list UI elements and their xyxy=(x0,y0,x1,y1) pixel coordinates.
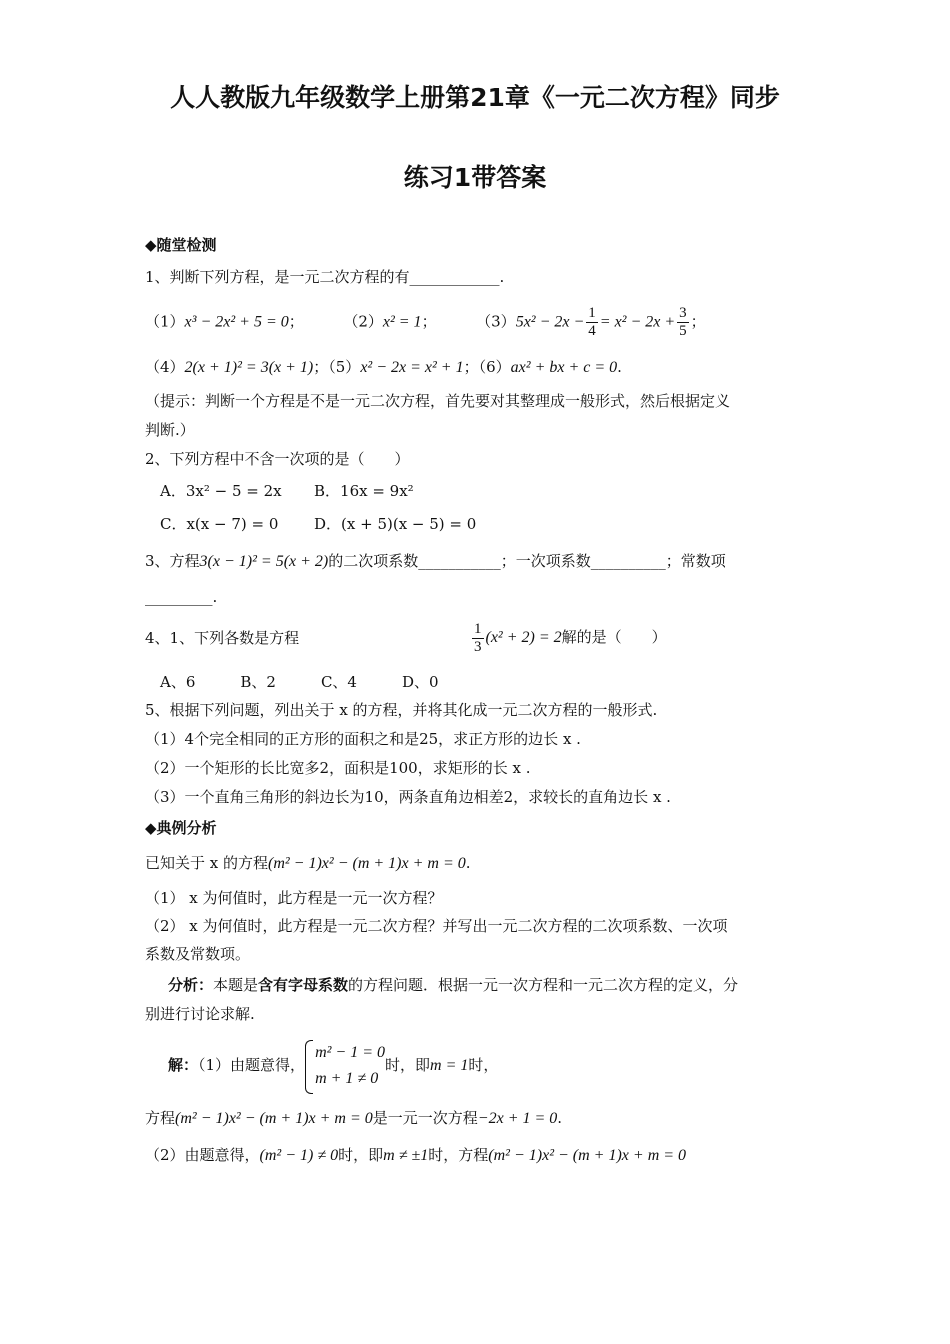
system-equation-2: m + 1 ≠ 0 xyxy=(315,1070,379,1087)
solution-label: 解： xyxy=(168,1056,199,1074)
section-heading-examples: ◆典例分析 xyxy=(145,819,217,837)
question-4-stem: 4、1、下列各数是方程 xyxy=(145,629,300,647)
q1-item-5-equation: x² − 2x = x² + 1 xyxy=(360,359,464,376)
example-stem-prefix: 已知关于 x 的方程 xyxy=(145,854,268,872)
question-1-items-row-2 xyxy=(145,355,622,380)
q1-separator: ； xyxy=(313,358,329,376)
left-brace-icon xyxy=(305,1040,313,1094)
solution-equation-system xyxy=(305,1040,385,1092)
q1-item-4-label: （4） xyxy=(145,358,185,376)
q4-equation-body: (x² + 2) = 2 xyxy=(485,629,562,646)
q1-separator: ； xyxy=(288,312,304,331)
question-2-option-c: C．x(x − 7) = 0 xyxy=(160,515,279,533)
q1-item-3-part-a: 5x² − 2x − xyxy=(515,313,585,331)
question-2-option-a: A．3x² − 5 = 2x xyxy=(160,482,282,500)
system-equation-1: m² − 1 = 0 xyxy=(315,1044,386,1061)
solution-2-end: . xyxy=(557,1109,563,1127)
title-line-2: 练习1带答案 xyxy=(403,163,547,192)
analysis-label: 分析： xyxy=(168,976,214,994)
analysis-text-b: 的方程问题．根据一元一次方程和一元二次方程的定义，分 xyxy=(348,976,739,994)
title-line-1: 人人教版九年级数学上册第21章《一元二次方程》同步 xyxy=(170,83,780,112)
question-4-equation xyxy=(470,617,667,658)
solution-1-text: （1）由题意得， xyxy=(198,1056,306,1074)
example-part-2-line-2: 系数及常数项。 xyxy=(145,945,251,963)
question-1-stem: 1、判断下列方程，是一元二次方程的有____________. xyxy=(145,268,505,286)
question-2-option-b: B．16x = 9x² xyxy=(314,482,414,500)
question-1-hint-line-2: 判断.） xyxy=(145,421,195,439)
solution-3-equation: (m² − 1)x² − (m + 1)x + m = 0 xyxy=(488,1147,687,1164)
q3-prefix: 3、方程 xyxy=(145,552,200,570)
question-5-stem: 5、根据下列问题，列出关于 x 的方程，并将其化成一元二次方程的一般形式. xyxy=(145,701,658,719)
q1-item-6-equation: ax² + bx + c = 0 xyxy=(510,359,618,376)
solution-2-equation: (m² − 1)x² − (m + 1)x + m = 0 xyxy=(175,1110,373,1127)
example-stem-end: . xyxy=(465,854,471,872)
analysis-text-a: 本题是 xyxy=(213,976,259,994)
example-part-2-line-1: （2） x 为何值时，此方程是一元二次方程？并写出一元二次方程的二次项系数、一次项 xyxy=(145,917,728,935)
solution-1-math: m = 1 xyxy=(430,1057,469,1074)
question-4-options: A、6 B、2 C、4 D、0 xyxy=(160,673,439,691)
q1-item-2-equation: x² = 1 xyxy=(382,313,422,331)
q1-item-3-fraction-1: $\frac{1}{4}$ xyxy=(588,305,596,339)
q1-item-5-label: （5） xyxy=(328,358,361,376)
solution-line-2 xyxy=(145,1106,562,1131)
section-heading-practice: ◆随堂检测 xyxy=(145,236,217,254)
solution-3-text-a: 时，即 xyxy=(338,1146,384,1164)
q1-end: . xyxy=(617,358,622,376)
question-5-part-2: （2）一个矩形的长比宽多2，面积是100，求矩形的长 x . xyxy=(145,759,531,777)
q1-separator: ； xyxy=(421,312,437,331)
solution-1-text-b: 时，即 xyxy=(385,1056,431,1074)
solution-1-text-c: 时， xyxy=(468,1056,499,1074)
q1-item-1-label: （1） xyxy=(145,312,185,331)
solution-2-prefix: 方程 xyxy=(145,1109,176,1127)
question-1-hint-line-1: （提示：判断一个方程是不是一元二次方程，首先要对其整理成一般形式，然后根据定义 xyxy=(145,392,731,410)
solution-3-prefix: （2）由题意得， xyxy=(145,1146,260,1164)
example-equation: (m² − 1)x² − (m + 1)x + m = 0 xyxy=(268,855,466,872)
q1-item-4-equation: 2(x + 1)² = 3(x + 1) xyxy=(184,359,314,376)
solution-3-text-b: 时，方程 xyxy=(428,1146,489,1164)
q1-item-2-label: （2） xyxy=(343,312,383,331)
q1-item-3-label: （3） xyxy=(476,312,516,331)
example-part-1: （1） x 为何值时，此方程是一元一次方程？ xyxy=(145,889,443,907)
analysis-line-1 xyxy=(168,973,738,997)
q4-suffix: 解的是（ ） xyxy=(561,628,667,646)
solution-2-result: −2x + 1 = 0 xyxy=(477,1110,558,1127)
analysis-line-2: 别进行讨论求解. xyxy=(145,1005,255,1023)
question-3-line-1 xyxy=(145,549,726,574)
q4-fraction: $\frac{1}{3}$ xyxy=(474,620,482,655)
question-1-items-row-1 xyxy=(145,305,706,340)
q1-separator: ； xyxy=(690,312,706,331)
solution-line-1 xyxy=(168,1037,498,1094)
q3-equation: 3(x − 1)² = 5(x + 2) xyxy=(199,553,329,570)
q1-item-3-fraction-2: $\frac{3}{5}$ xyxy=(679,305,687,339)
solution-2-text: 是一元一次方程 xyxy=(372,1109,478,1127)
q1-separator: ； xyxy=(463,358,479,376)
question-2-stem: 2、下列方程中不含一次项的是（ ） xyxy=(145,450,410,468)
solution-3-math: m ≠ ±1 xyxy=(383,1147,429,1164)
analysis-emphasis: 含有字母系数 xyxy=(258,976,349,994)
question-2-option-d: D．(x + 5)(x − 5) = 0 xyxy=(314,515,477,533)
question-5-part-1: （1）4个完全相同的正方形的面积之和是25，求正方形的边长 x . xyxy=(145,730,581,748)
q1-item-1-equation: x³ − 2x² + 5 = 0 xyxy=(184,313,289,331)
question-3-line-2: _________. xyxy=(145,588,218,606)
q1-item-6-label: （6） xyxy=(478,358,511,376)
q3-suffix: 的二次项系数___________；一次项系数__________；常数项 xyxy=(328,552,726,570)
solution-3-condition: (m² − 1) ≠ 0 xyxy=(259,1147,339,1164)
question-5-part-3: （3）一个直角三角形的斜边长为10，两条直角边相差2，求较长的直角边长 x . xyxy=(145,788,671,806)
solution-line-3 xyxy=(145,1143,686,1168)
q1-item-3-part-b: = x² − 2x + xyxy=(599,313,676,331)
example-stem xyxy=(145,851,471,876)
